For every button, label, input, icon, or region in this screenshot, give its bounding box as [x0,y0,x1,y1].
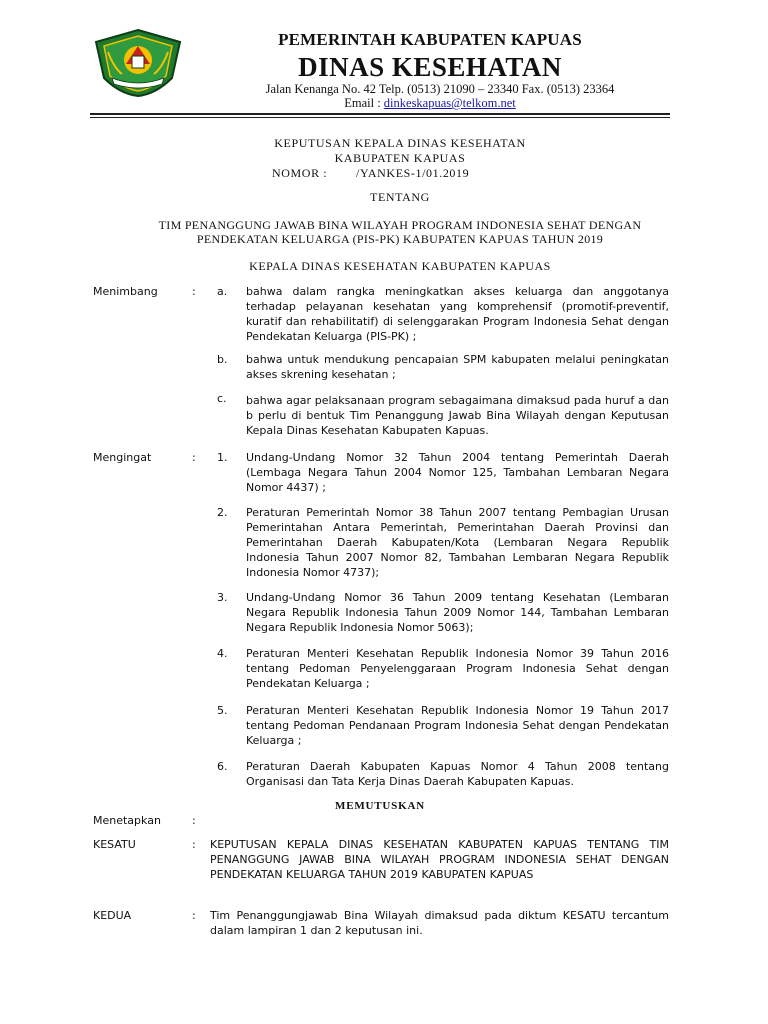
decree-authority: KEPALA DINAS KESEHATAN KABUPATEN KAPUAS [249,259,551,273]
text-line: tentang Pedoman Penyelenggaraan Program Indonesia Sehat dengan [246,662,669,675]
mengingat-marker-3: 3. [217,591,228,604]
decree-subject-line2: PENDEKATAN KELUARGA (PIS-PK) KABUPATEN KAPUAS TAHUN 2019 [196,232,604,246]
mengingat-marker-2: 2. [217,506,228,519]
text-line: kuratif dan rehabilitatif) di selenggarakan Program Indonesia Sehat dengan [246,315,669,328]
text-line: terhadap pelayanan kesehatan yang komprehensif (promotif-preventif, [246,300,669,313]
text-line: PENANGGUNG JAWAB BINA WILAYAH PROGRAM INDONESIA SEHAT DENGAN [210,853,669,866]
text-line: (Lembaga Negara Tahun 2004 Nomor 125, Tambahan Lembaran Negara [246,466,669,479]
menimbang-marker-a: a. [217,285,228,298]
text-line: Peraturan Menteri Kesehatan Republik Indonesia Nomor 19 Tahun 2017 [246,704,669,717]
text-line: Peraturan Pemerintah Nomor 38 Tahun 2007 tentang Pembagian Urusan [246,506,669,519]
text-line: Indonesia Nomor 4737); [246,566,380,579]
government-name: PEMERINTAH KABUPATEN KAPUAS [278,30,582,49]
text-line: PENDEKATAN KELUARGA TAHUN 2019 KABUPATEN KAPUAS [210,868,534,881]
decree-number-label: NOMOR : [272,166,328,180]
kedua-colon: : [192,909,196,922]
text-line: akses skrening kesehatan ; [246,368,396,381]
email-link[interactable]: dinkeskapuas@telkom.net [383,96,516,110]
text-line: Tim Penanggungjawab Bina Wilayah dimaksud pada diktum KESATU tercantum [210,909,669,922]
kesatu-colon: : [192,838,196,851]
decree-subject-line1: TIM PENANGGUNG JAWAB BINA WILAYAH PROGRAM INDONESIA SEHAT DENGAN [158,218,642,232]
menimbang-marker-c: c. [217,392,227,405]
kesatu-text [210,837,669,882]
menimbang-item-b [246,352,669,382]
letterhead-rule-thin [90,117,670,118]
decree-title-line1: KEPUTUSAN KEPALA DINAS KESEHATAN [274,136,526,150]
text-line: Negara Republik Indonesia Tahun 2009 Nomor 144, Tambahan Lembaran [246,606,669,619]
mengingat-item-1 [246,450,669,495]
mengingat-label: Mengingat [93,451,152,464]
text-line: tentang Pedoman Pendanaan Program Indonesia Sehat dengan Pendekatan [246,719,669,732]
mengingat-colon: : [192,451,196,464]
text-line: Undang-Undang Nomor 36 Tahun 2009 tentang Kesehatan (Lembaran [246,591,669,604]
text-line: Undang-Undang Nomor 32 Tahun 2004 tentang Pemerintah Daerah [246,451,669,464]
text-line: bahwa agar pelaksanaan program sebagaimana dimaksud pada huruf a dan [246,394,669,407]
text-line: Keluarga ; [246,734,302,747]
text-line: Indonesia Tahun 2007 Nomor 82, Tambahan Lembaran Negara Republik [246,551,669,564]
decree-tentang: TENTANG [370,190,430,204]
text-line: bahwa untuk mendukung pencapaian SPM kabupaten melalui peningkatan [246,353,669,366]
letterhead-rule-thick [90,113,670,115]
text-line: Nomor 4437) ; [246,481,326,494]
text-line: bahwa dalam rangka meningkatkan akses keluarga dan anggotanya [246,285,669,298]
mengingat-item-2 [246,505,669,580]
text-line: Peraturan Daerah Kabupaten Kapuas Nomor 4 Tahun 2008 tentang [246,760,669,773]
mengingat-item-4 [246,646,669,691]
text-line: Kepala Dinas Kesehatan Kabupaten Kapuas. [246,424,489,437]
decree-title-line2: KABUPATEN KAPUAS [334,151,466,165]
kapuas-emblem-logo [92,28,184,98]
text-line: b perlu di bentuk Tim Penanggung Jawab Bina Wilayah dengan Keputusan [246,409,669,422]
mengingat-marker-1: 1. [217,451,228,464]
menimbang-marker-b: b. [217,353,228,366]
memutuskan-heading: MEMUTUSKAN [335,800,425,812]
email-label: Email : [344,96,384,110]
menetapkan-colon: : [192,814,196,827]
text-line: Pemerintahan Daerah Kabupaten/Kota (Lembaran Negara Republik [246,536,669,549]
mengingat-marker-5: 5. [217,704,228,717]
menimbang-item-a [246,284,669,344]
mengingat-item-3 [246,590,669,635]
kesatu-label: KESATU [93,838,136,851]
decree-number-value: /YANKES-1/01.2019 [356,166,470,180]
text-line: Pendekatan Keluarga (PIS-PK) ; [246,330,417,343]
mengingat-item-6 [246,759,669,789]
text-line: Negara Republik Indonesia Nomor 5063); [246,621,474,634]
text-line: KEPUTUSAN KEPALA DINAS KESEHATAN KABUPATEN KAPUAS TENTANG TIM [210,838,669,851]
office-address: Jalan Kenanga No. 42 Telp. (0513) 21090 – 23340 Fax. (0513) 23364 [265,82,615,96]
text-line: Pendekatan Keluarga ; [246,677,370,690]
office-email-line [230,96,630,111]
decree-number [272,166,469,181]
mengingat-marker-4: 4. [217,647,228,660]
kedua-text [210,908,669,938]
text-line: Organisasi dan Tata Kerja Dinas Daerah Kabupaten Kapuas. [246,775,574,788]
text-line: dalam lampiran 1 dan 2 keputusan ini. [210,924,423,937]
mengingat-item-5 [246,703,669,748]
kedua-label: KEDUA [93,909,132,922]
menetapkan-label: Menetapkan [93,814,161,827]
text-line: Pemerintahan Antara Pemerintah, Pemerintahan Daerah Provinsi dan [246,521,669,534]
menimbang-label: Menimbang [93,285,158,298]
menimbang-colon: : [192,285,196,298]
department-name: DINAS KESEHATAN [298,52,562,82]
mengingat-marker-6: 6. [217,760,228,773]
menimbang-item-c [246,393,669,438]
text-line: Peraturan Menteri Kesehatan Republik Indonesia Nomor 39 Tahun 2016 [246,647,669,660]
